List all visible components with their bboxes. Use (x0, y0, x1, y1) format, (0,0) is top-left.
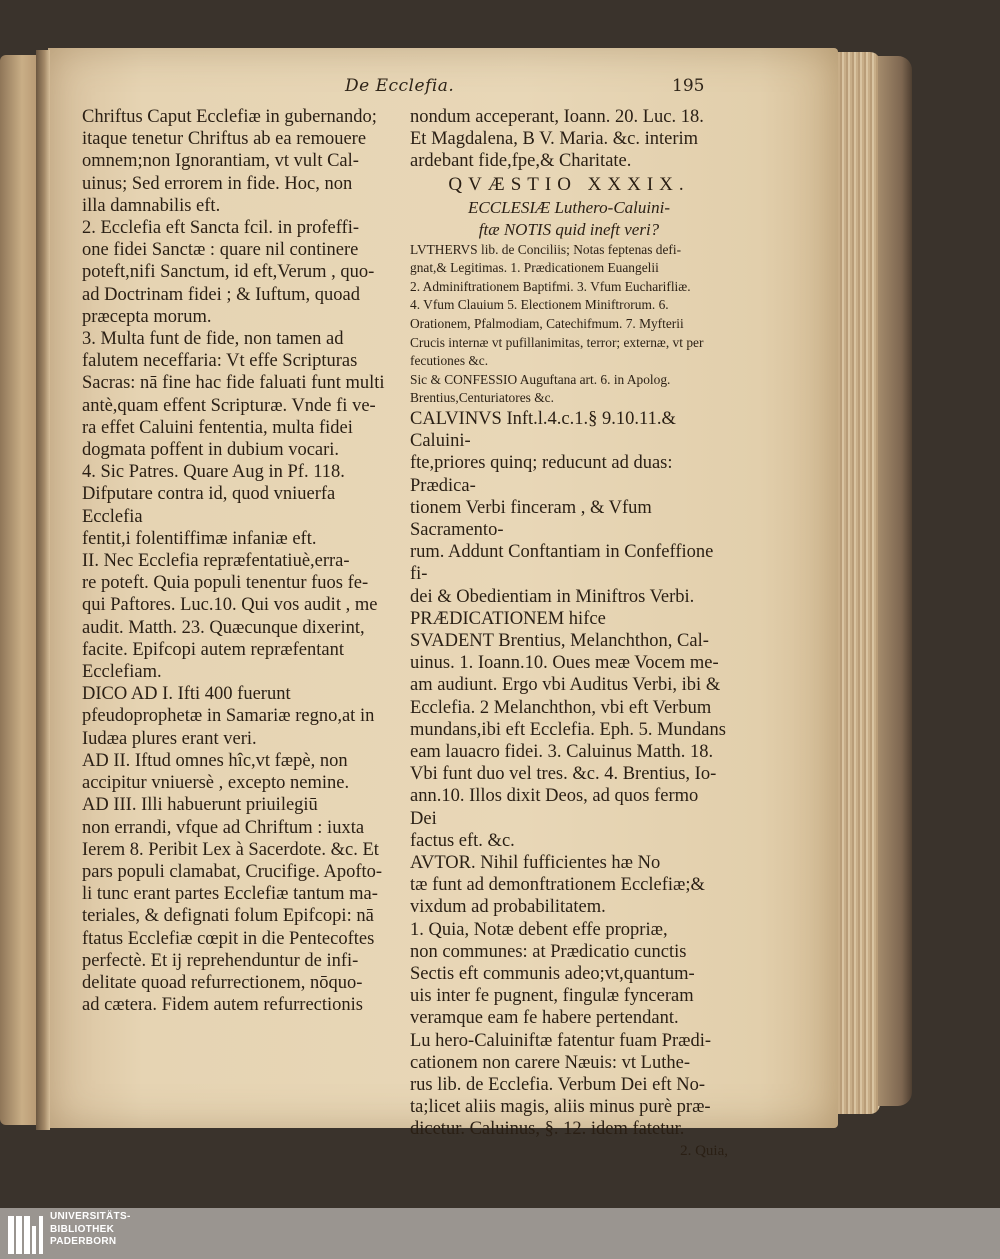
running-title: De Ecclefia. (345, 76, 455, 96)
small-paragraph: LVTHERVS lib. de Conciliis; Notas feptenas defi- gnat,& Legitimas. 1. Prædicationem Euangelii 2. Adminiftrationem Baptifmi. 3. Vfum Eucharifliæ. 4. Vfum Clauium 5. Electionem Miniftrorum. 6. Orationem, Pfalmodiam, Catechifmum. 7. Myfterii Crucis internæ vt pufillanimitas, terror; externæ, vt per fecutiones &c. (410, 241, 704, 369)
paragraph: PRÆDICATIONEM hifce SVADENT Brentius, Melanchthon, Cal- uinus. 1. Ioann.10. Oues meæ Vocem me- am audiunt. Ergo vbi Auditus Verbi, ibi & Ecclefia. 2 Melanchthon, vbi eft Verbum mundans,ibi eft Ecclefia. Eph. 5. Mundans eam lauacro fidei. 3. Caluinus Matth. 18. Vbi funt duo vel tres. &c. 4. Brentius, Io- ann.10. Illos dixit Deos, ad quos fermo Dei factus eft. &c. (410, 608, 726, 851)
paragraph: AD II. Iftud omnes hîc,vt fæpè, non accipitur vniuersè , excepto nemine. (82, 750, 350, 794)
library-line: UNIVERSITÄTS- (50, 1211, 131, 1222)
catchword: 2. Quia, (680, 1142, 728, 1159)
book-gutter (36, 50, 50, 1130)
paragraph: 4. Sic Patres. Quare Aug in Pf. 118. Difputare contra id, quod vniuerfa Ecclefia fentit,i folentiffimæ infaniæ eft. (82, 462, 345, 549)
page-number: 195 (672, 76, 705, 96)
paragraph: 1. Quia, Notæ debent effe propriæ, non communes: at Prædicatio cunctis Sectis eft communis adeo;vt,quantum- uis inter fe pugnent, fingulæ fynceram veramque eam fe habere pertendant. Lu hero-Caluiniftæ fatentur fuam Prædi- cationem non carere Næuis: vt Luthe- rus lib. de Ecclefia. Verbum Dei eft No- ta;licet aliis magis, aliis minus purè præ- dicetur. Caluinus, §. 12. idem fatetur. (410, 919, 712, 1140)
paragraph: AVTOR. Nihil fufficientes hæ No tæ funt ad demonftrationem Ecclefiæ;& vixdum ad probabilitatem. (410, 853, 705, 918)
library-footer-bar (0, 1208, 1000, 1259)
book-cover-edge (878, 56, 912, 1106)
library-line: BIBLIOTHEK (50, 1223, 115, 1235)
small-paragraph: Sic & CONFESSIO Auguftana art. 6. in Apolog. Brentius,Centuriatores &c. (410, 371, 671, 406)
paragraph: II. Nec Ecclefia repræfentatiuè,erra- re poteft. Quia populi tenentur fuos fe- qui Paftores. Luc.10. Qui vos audit , me audit. Matth. 23. Quæcunque dixerint, facite. Epifcopi autem repræfentant Ecclefiam. (82, 551, 378, 683)
paragraph: 3. Multa funt de fide, non tamen ad falutem neceffaria: Vt effe Scripturas Sacras: nā fine hac fide faluati funt multi antè,quam effent Scripturæ. Vnde fi ve- ra effet Caluini fententia, multa fidei dogmata poffent in dubium vocari. (82, 329, 385, 461)
paragraph: Chriftus Caput Ecclefiæ in gubernando; itaque tenetur Chriftus ab ea remouere omnem;non Ignorantiam, vt vult Cal- uinus; Sed errorem in fide. Hoc, non illa damnabilis eft. (82, 107, 377, 216)
right-text-column (410, 106, 728, 1161)
library-logo-icon (6, 1212, 50, 1256)
library-name (50, 1211, 131, 1249)
question-heading: QVÆSTIO XXXIX. (448, 173, 690, 195)
paragraph: DICO AD I. Ifti 400 fuerunt pfeudoprophetæ in Samariæ regno,at in Iudæa plures erant veri. (82, 684, 375, 749)
library-line: PADERBORN (50, 1236, 117, 1247)
paragraph: CALVINVS Inft.l.4.c.1.§ 9.10.11.& Caluini- fte,priores quinq; reducunt ad duas: Prædica- tionem Verbi finceram , & Vfum Sacramento- rum. Addunt Conftantiam in Confeffione fi- dei & Obedientiam in Miniftros Verbi. (410, 408, 714, 607)
paragraph: AD III. Illi habuerunt priuilegiū non errandi, vfque ad Chriftum : iuxta Ierem 8. Peribit Lex à Sacerdote. &c. Et pars populi clamabat, Crucifige. Apofto- li tunc erant partes Ecclefiæ tantum ma- teriales, & defignati folum Epifcopi: nā ftatus Ecclefiæ cœpit in die Pentecoftes perfectè. Et ij reprehenduntur de infi- delitate quoad refurrectionem, nōquo- ad cætera. Fidem autem refurrectionis (82, 795, 383, 1016)
paragraph: 2. Ecclefia eft Sancta fcil. in profeffi- one fidei Sanctæ : quare nil continere poteft,nifi Sanctum, id eft,Verum , quo- ad Doctrinam fidei ; & Iuftum, quoad præcepta morum. (82, 218, 375, 327)
previous-page-edge (0, 55, 40, 1125)
left-text-column (82, 106, 392, 1016)
paragraph: nondum acceperant, Ioann. 20. Luc. 18. Et Magdalena, B V. Maria. &c. interim ardebant fide,fpe,& Charitate. (410, 107, 704, 172)
question-subheading: ECCLESIÆ Luthero-Caluini- ftæ NOTIS quid ineft veri? (468, 197, 670, 239)
